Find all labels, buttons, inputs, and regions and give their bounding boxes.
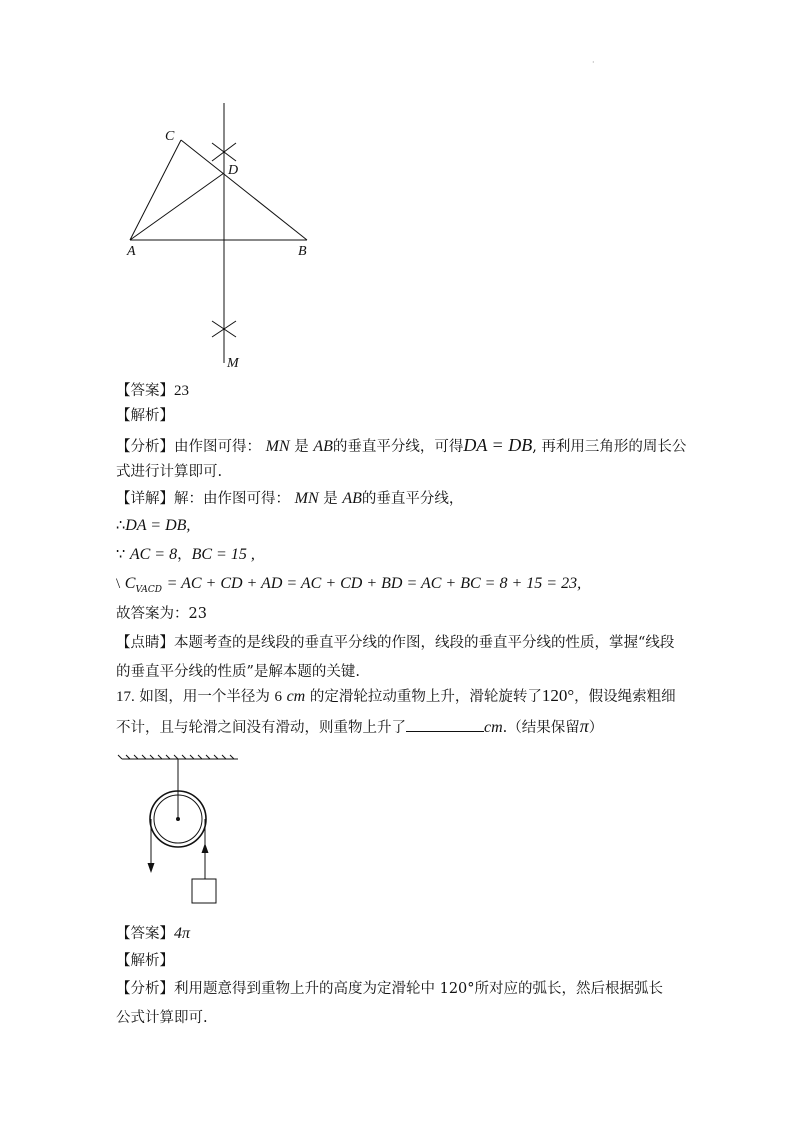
pulley-center	[176, 817, 180, 821]
analysis-text-q17: 利用题意得到重物上升的高度为定滑轮中 120°所对应的弧长，然后根据弧长公式计算即可.	[116, 981, 664, 1026]
q17-answer	[116, 924, 190, 944]
q17-text-2: 的定滑轮拉动重物上升，滑轮旋转了	[309, 689, 542, 705]
q16-perimeter-line	[116, 574, 581, 600]
text-shi: 是	[294, 439, 309, 455]
q16-answer	[116, 381, 189, 401]
segment-ad	[130, 173, 224, 240]
q17-analysis	[116, 975, 676, 1033]
q16-because-line	[116, 545, 255, 565]
math-c: C	[124, 575, 136, 592]
analysis-tag-2: 【分析】	[116, 981, 174, 997]
q16-dianjing	[116, 629, 676, 687]
unit-cm-2: cm	[484, 719, 503, 736]
detail-text: 解：由作图可得：	[174, 491, 290, 507]
q16-analysis-line1	[116, 435, 686, 457]
ceiling-hatch	[118, 755, 234, 759]
q17-line2	[116, 716, 603, 738]
analysis-text-3: , 再利用三角形的周长公	[532, 439, 687, 455]
q16-jiexi: 【解析】	[116, 408, 174, 424]
label-m: M	[227, 356, 239, 371]
angle-value: 120°	[541, 686, 575, 705]
q17-text-3: ，假设绳索粗细	[574, 689, 676, 705]
label-d: D	[228, 163, 239, 178]
math-ac: AC = 8	[129, 546, 178, 563]
analysis-text-2: 的垂直平分线，可得	[332, 439, 464, 455]
math-mn-2: MN	[294, 490, 319, 507]
comma: ，	[177, 547, 192, 563]
answer-tag: 【答案】	[116, 383, 174, 399]
pi-symbol: π	[579, 716, 589, 736]
math-ab: AB	[313, 438, 333, 455]
dianjing-text: 本题考查的是线段的垂直平分线的作图，线段的垂直平分线的性质，掌握“线段的垂直平分线的性质”是解本题的关键.	[116, 635, 675, 680]
q16-detail-line	[116, 489, 463, 509]
math-perimeter: = AC + CD + AD = AC + CD + BD = AC + BC = 8 + 15 = 23,	[166, 575, 582, 592]
answer-tag-2: 【答案】	[116, 926, 174, 942]
analysis-text: 由作图可得：	[174, 439, 261, 455]
math-mn: MN	[265, 438, 290, 455]
question-number: 17.	[116, 689, 135, 705]
q17-text-4: 不计，且与轮滑之间没有滑动，则重物上升了	[116, 720, 406, 736]
pulley-figure	[120, 755, 250, 905]
because-symbol: ∵	[116, 547, 126, 563]
dianjing-tag: 【点睛】	[116, 635, 174, 651]
q17-line1	[116, 686, 676, 707]
weight-box	[192, 879, 216, 903]
radius-value: 6	[274, 689, 282, 705]
q17-jiexi: 【解析】	[116, 953, 174, 969]
detail-tag: 【详解】	[116, 491, 174, 507]
analysis-tag: 【分析】	[116, 439, 174, 455]
q16-analysis-line2: 式进行计算即可.	[116, 464, 223, 480]
q17-text-5: .（结果保留	[502, 720, 580, 736]
triangle-figure	[110, 95, 340, 385]
q16-therefore-line	[116, 516, 190, 536]
answer-value: 23	[174, 383, 189, 399]
math-da-eq-db: DA = DB	[463, 435, 533, 455]
answer-value-2: 4π	[174, 925, 191, 942]
unit-cm: cm	[286, 688, 306, 705]
backslash-symbol: \	[116, 576, 121, 592]
math-da-db: DA = DB,	[125, 517, 191, 534]
label-b: B	[298, 244, 307, 259]
answer-blank[interactable]	[406, 717, 484, 732]
detail-text-2: 的垂直平分线，	[361, 491, 464, 507]
page-dot: ·	[592, 58, 595, 67]
therefore-symbol: ∴	[116, 518, 126, 534]
label-a: A	[127, 244, 136, 259]
arrow-up	[202, 843, 209, 853]
close-paren: ）	[588, 720, 604, 736]
q17-text-1: 如图，用一个半径为	[139, 689, 270, 705]
arrow-down	[148, 863, 155, 873]
text-shi-2: 是	[323, 491, 338, 507]
segment-ac	[130, 140, 181, 240]
math-bc: BC = 15 ,	[191, 546, 255, 563]
q16-final: 故答案为：23	[116, 606, 207, 622]
math-ab-2: AB	[342, 490, 362, 507]
math-sub-acd: VACD	[135, 585, 162, 595]
label-c: C	[165, 129, 175, 144]
